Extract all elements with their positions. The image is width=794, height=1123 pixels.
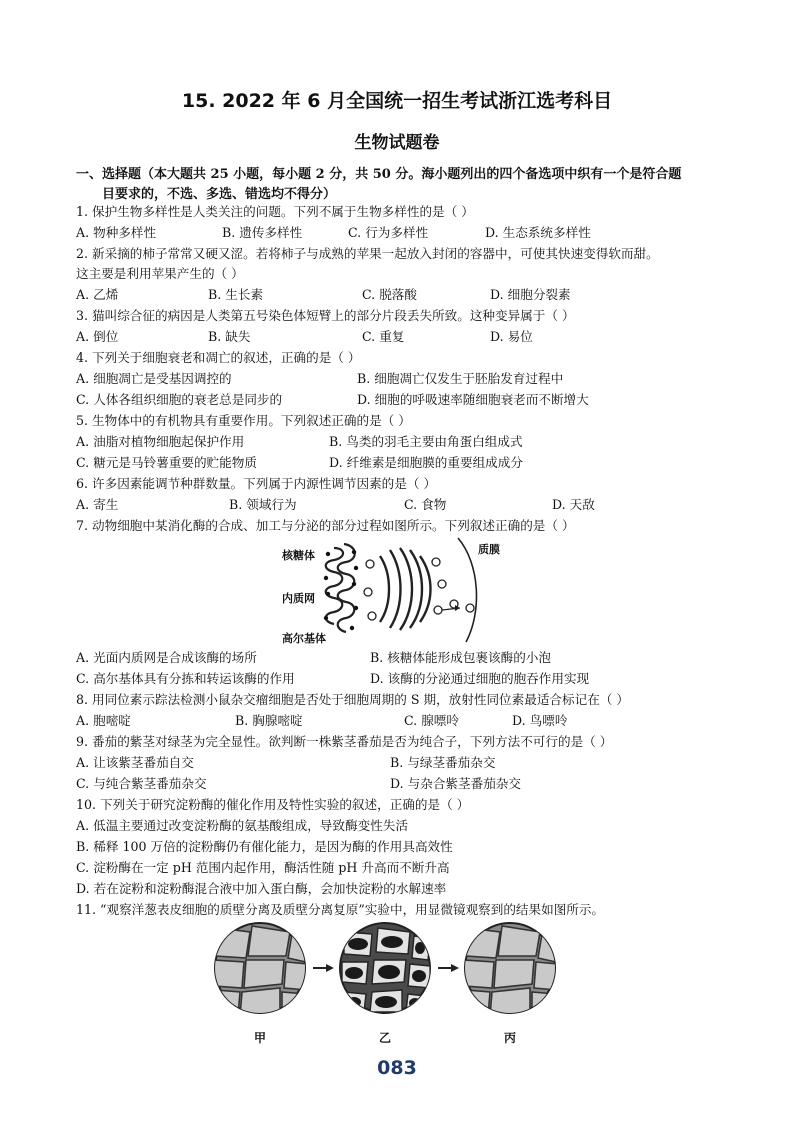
option: B. 鸟类的羽毛主要由角蛋白组成式 (329, 434, 523, 449)
option: C. 淀粉酶在一定 pH 范围内起作用，酶活性随 pH 升高而不断升高 (76, 860, 450, 875)
option: D. 生态系统多样性 (485, 225, 591, 240)
option: D. 与杂合紫茎番茄杂交 (390, 776, 521, 791)
option: B. 稀释 100 万倍的淀粉酶仍有催化能力，是因为酶的作用具高效性 (76, 839, 453, 854)
option: C. 与纯合紫茎番茄杂交 (76, 776, 207, 791)
section-heading-cont: 目要求的，不选、多选、错选均不得分） (102, 187, 337, 202)
option: B. 缺失 (208, 329, 251, 344)
question-stem: 2. 新采摘的柿子常常又硬又涩。若将柿子与成熟的苹果一起放入封闭的容器中，可使其快速变得软而甜。 (76, 246, 659, 261)
caption-a: 甲 (254, 1031, 267, 1045)
micrograph-b (340, 923, 430, 1013)
label-membrane: 质膜 (478, 543, 500, 556)
option: A. 让该紫茎番茄自交 (76, 755, 194, 770)
option: C. 高尔基体具有分拣和转运该酶的作用 (76, 671, 295, 686)
question-stem: 5. 生物体中的有机物具有重要作用。下列叙述正确的是（ ） (76, 413, 411, 428)
option: A. 光面内质网是合成该酶的场所 (76, 650, 257, 665)
option: B. 胸腺嘧啶 (235, 713, 303, 728)
option: A. 倒位 (76, 329, 119, 344)
option: B. 遗传多样性 (222, 225, 303, 240)
option: B. 生长素 (208, 287, 264, 302)
question-stem: 11. “观察洋葱表皮细胞的质壁分离及质壁分离复原”实验中，用显微镜观察到的结果如图所示。 (76, 902, 605, 917)
option: D. 鸟嘌呤 (512, 713, 568, 728)
option: C. 重复 (362, 329, 405, 344)
option: A. 油脂对植物细胞起保护作用 (76, 434, 245, 449)
question-stem: 6. 许多因素能调节种群数量。下列属于内源性调节因素的是（ ） (76, 476, 437, 491)
caption-b: 乙 (379, 1031, 392, 1045)
page-number: 083 (377, 1057, 417, 1079)
option: B. 细胞凋亡仅发生于胚胎发育过程中 (357, 371, 564, 386)
question-stem: 1. 保护生物多样性是人类关注的问题。下列不属于生物多样性的是（ ） (76, 204, 474, 219)
question-stem: 4. 下列关于细胞衰老和凋亡的叙述，正确的是（ ） (76, 350, 361, 365)
question-stem: 7. 动物细胞中某消化酶的合成、加工与分泌的部分过程如图所示。下列叙述正确的是（ ） (76, 518, 575, 533)
page-subtitle: 生物试题卷 (354, 133, 440, 153)
option: C. 糖元是马铃薯重要的贮能物质 (76, 455, 257, 470)
golgi-stack (380, 548, 431, 630)
question-stem: 这主要是利用苹果产生的（ ） (76, 266, 244, 281)
page-title: 15. 2022 年 6 月全国统一招生考试浙江选考科目 (181, 90, 613, 112)
exocytosis-vesicle (466, 604, 474, 612)
option: D. 细胞的呼吸速率随细胞衰老而不断增大 (357, 392, 589, 407)
label-er: 内质网 (282, 592, 315, 605)
question-stem: 8. 用同位素示踪法检测小鼠杂交瘤细胞是否处于细胞周期的 S 期，放射性同位素最适合标记在（ ） (76, 692, 629, 707)
option: C. 腺嘌呤 (404, 713, 459, 728)
plasma-membrane (458, 538, 476, 642)
option: B. 领域行为 (229, 497, 297, 512)
option: A. 物种多样性 (76, 225, 157, 240)
label-golgi: 高尔基体 (282, 632, 326, 645)
option: D. 若在淀粉和淀粉酶混合液中加入蛋白酶，会加快淀粉的水解速率 (76, 881, 447, 896)
option: A. 胞嘧啶 (76, 713, 131, 728)
option: A. 乙烯 (76, 287, 119, 302)
option: B. 核糖体能形成包裹该酶的小泡 (370, 650, 551, 665)
er-membrane (326, 548, 343, 624)
option: C. 脱落酸 (362, 287, 417, 302)
plasmolysis-figure (210, 918, 560, 1023)
option: B. 与绿茎番茄杂交 (390, 755, 496, 770)
option: D. 天敌 (552, 497, 595, 512)
option: C. 人体各组织细胞的衰老总是同步的 (76, 392, 283, 407)
section-heading: 一、选择题（本大题共 25 小题，每小题 2 分，共 50 分。海小题列出的四个备选项中织有一个是符合题 (76, 167, 682, 182)
option: D. 易位 (490, 329, 533, 344)
plasmolysis-diagram (210, 918, 560, 1023)
option: C. 食物 (404, 497, 447, 512)
option: A. 寄生 (76, 497, 119, 512)
option: D. 细胞分裂素 (490, 287, 571, 302)
micrograph-c (464, 923, 558, 1016)
option: D. 纤维素是细胞膜的重要组成成分 (329, 455, 523, 470)
option: D. 该酶的分泌通过细胞的胞吞作用实现 (370, 671, 590, 686)
question-stem: 9. 番茄的紫茎对绿茎为完全显性。欲判断一株紫茎番茄是否为纯合子，下列方法不可行的是（ ） (76, 734, 613, 749)
question-stem: 3. 猫叫综合征的病因是人类第五号染色体短臂上的部分片段丢失所致。这种变异属于（ ） (76, 308, 575, 323)
caption-c: 丙 (504, 1031, 517, 1045)
question-stem: 10. 下列关于研究淀粉酶的催化作用及特性实验的叙述，正确的是（ ） (76, 797, 470, 812)
option: A. 细胞凋亡是受基因调控的 (76, 371, 232, 386)
option: C. 行为多样性 (348, 225, 429, 240)
arrow-head (326, 964, 334, 972)
label-ribosome: 核糖体 (282, 549, 315, 562)
option: A. 低温主要通过改变淀粉酶的氨基酸组成，导致酶变性失活 (76, 818, 408, 833)
micrograph-a (214, 923, 308, 1016)
arrow-head (451, 964, 459, 972)
